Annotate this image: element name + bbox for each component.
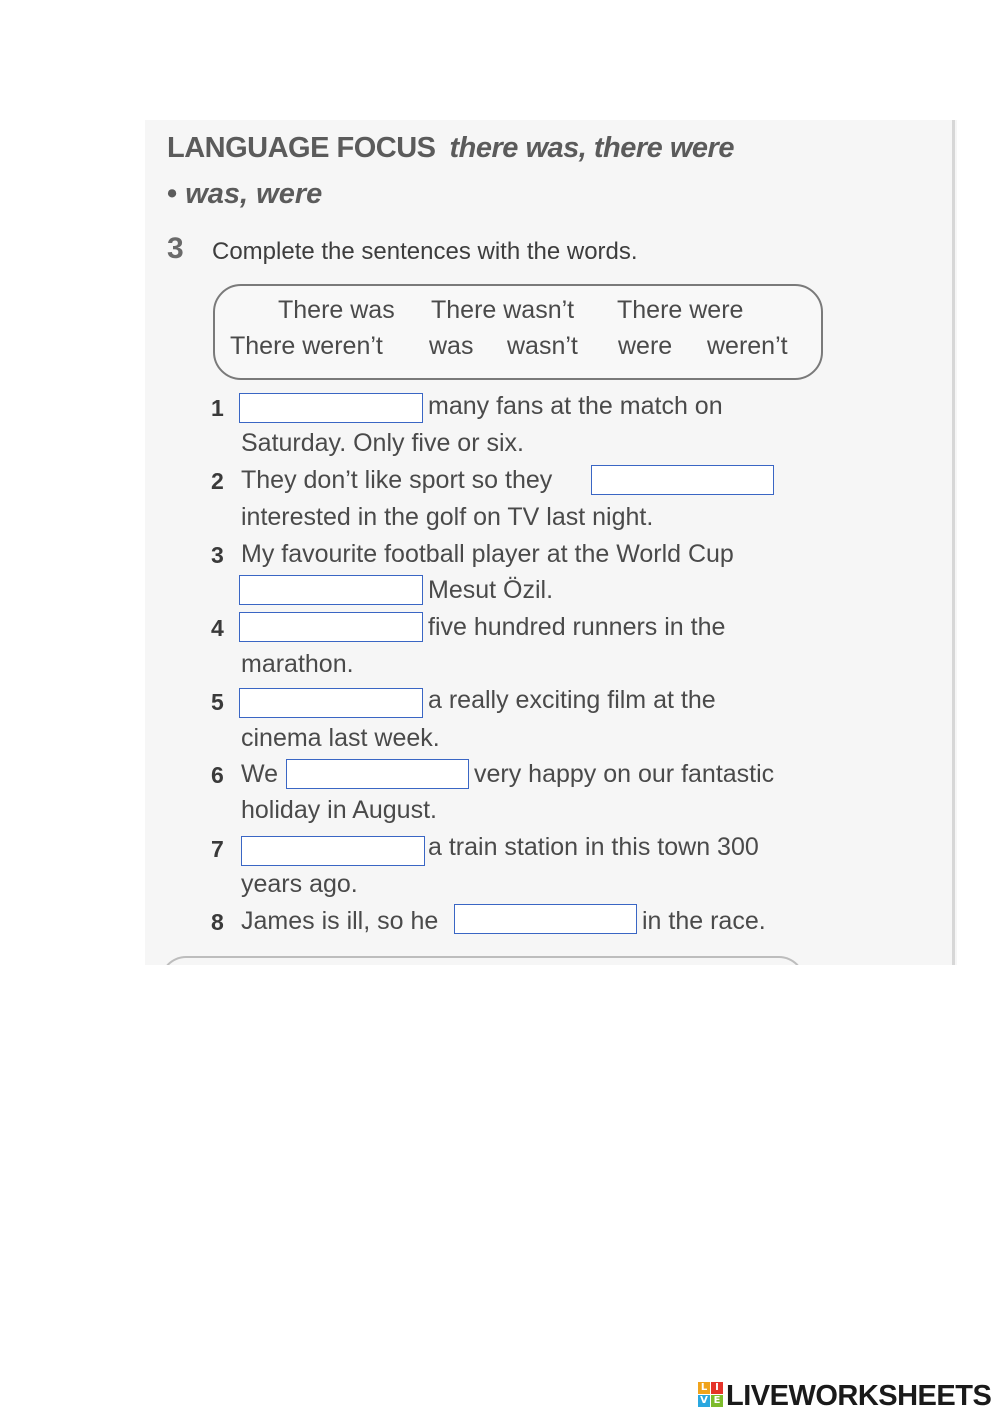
subheading-topic: was, were [185,178,323,210]
answer-input-6[interactable] [286,759,469,789]
question-text: My favourite football player at the World Cup [241,540,734,568]
answer-input-7[interactable] [241,836,425,866]
exercise-instruction: Complete the sentences with the words. [212,238,638,265]
question-text: years ago. [241,870,358,898]
exercise-number: 3 [167,232,184,265]
bullet: • [167,178,178,210]
word-bank-item: There were [617,296,744,324]
answer-input-8[interactable] [454,904,637,934]
question-number: 3 [211,542,224,568]
question-number: 6 [211,762,224,788]
word-bank-item: wasn’t [507,332,578,360]
logo-grid-icon [698,1382,724,1408]
question-number: 7 [211,836,224,862]
question-text: many fans at the match on [428,392,723,420]
answer-input-4[interactable] [239,612,423,642]
page-cutoff [140,965,970,1005]
heading-topic: there was, there were [449,132,734,164]
question-number: 4 [211,615,224,641]
answer-input-5[interactable] [239,688,423,718]
question-text: a really exciting film at the [428,686,716,714]
question-text: They don’t like sport so they [241,466,553,494]
word-bank-item: were [618,332,673,360]
question-number: 2 [211,468,224,494]
question-number: 1 [211,395,224,421]
question-text: holiday in August. [241,796,437,824]
question-text: five hundred runners in the [428,613,726,641]
heading-label: LANGUAGE FOCUS [167,132,436,164]
question-text: interested in the golf on TV last night. [241,503,654,531]
word-bank-item: was [429,332,474,360]
page-edge [952,120,955,965]
section-heading [167,132,734,165]
word-bank-item: weren’t [707,332,788,360]
question-text: James is ill, so he [241,907,439,935]
brand-name: LIVEWORKSHEETS [726,1380,992,1412]
word-bank-item: There was [278,296,395,324]
word-bank-item: There wasn’t [431,296,575,324]
question-text: Saturday. Only five or six. [241,429,524,457]
question-text: Mesut Özil. [428,576,554,604]
question-number: 5 [211,689,224,715]
answer-input-1[interactable] [239,393,423,423]
answer-input-3[interactable] [239,575,423,605]
question-text: We [241,760,279,788]
question-text: cinema last week. [241,724,440,752]
section-subheading [167,178,322,211]
question-number: 8 [211,909,224,935]
word-bank [213,284,823,380]
logo-tile: I [711,1382,723,1394]
word-bank-item: There weren’t [230,332,383,360]
logo-tile: V [698,1395,710,1407]
question-text: marathon. [241,650,354,678]
question-text: in the race. [642,907,766,935]
question-text: very happy on our fantastic [474,760,775,788]
question-text: a train station in this town 300 [428,833,759,861]
answer-input-2[interactable] [591,465,774,495]
logo-tile: L [698,1382,710,1394]
logo-tile: E [711,1395,723,1407]
